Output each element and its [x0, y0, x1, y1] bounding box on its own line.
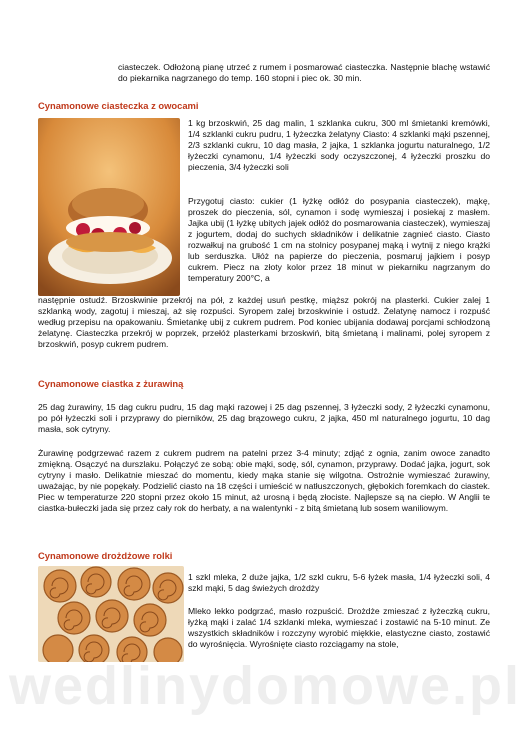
section1-ingredients: 1 kg brzoskwiń, 25 dag malin, 1 szklanka cukru, 300 ml śmietanki kremówki, 1/4 szklanki cukru pudru, 1 łyżeczka żelatyny Ciasto: 4 szklanki mąki pszennej, 2/3 szklanki cukru, 10 dag masła, 2 jajka, 1 szklanka jogurtu naturalnego, 1/2 łyżeczki cynamonu, 1/4 łyżeczki sody oczyszczonej, 4 łyżeczki proszku do pieczenia, 3/4 łyżeczki soli	[188, 118, 490, 172]
watermark-text: wedlinydomowe.pl	[8, 656, 522, 716]
section2-ingredients: 25 dag żurawiny, 15 dag cukru pudru, 15 dag mąki razowej i 25 dag pszennej, 3 łyżeczki sody, 2 łyżeczki cynamonu, po pół łyżeczki soli i przyprawy do pierników, 25 dag brązowego cukru, 2 jajka, 450 ml naturalnego jogurtu, 10 dag masła, sok cytryny.	[38, 402, 490, 434]
section1-title: Cynamonowe ciasteczka z owocami	[38, 100, 199, 111]
section3-ingredients: 1 szkl mleka, 2 duże jajka, 1/2 szkl cukru, 5-6 łyżek masła, 1/4 łyżeczki soli, 4 szkl mąki, 5 dag świeżych drożdży	[188, 572, 490, 593]
intro-paragraph: ciasteczek. Odłożoną pianę utrzeć z rumem i posmarować ciasteczka. Następnie blachę wstawić do piekarnika nagrzanego do temp. 160 stopni i piec ok. 30 min.	[118, 62, 490, 83]
section3-method: Mleko lekko podgrzać, masło rozpuścić. Drożdże zmieszać z łyżeczką cukru, łyżką mąki i zalać 1/4 szklanki mleka, wymieszać i zostawić na 5-10 minut. Ze wszystkich składników i rozczyny wyrobić miękkie, elastyczne ciasto, zostawić do wyrośnięcia. Wyrośnięte ciasto rozciągamy na stole,	[188, 606, 490, 649]
peach-cookie-photo	[38, 118, 180, 296]
section2-title: Cynamonowe ciastka z żurawiną	[38, 378, 184, 389]
section2-method: Żurawinę podgrzewać razem z cukrem pudrem na patelni przez 3-4 minuty; zdjąć z ognia, zanim owoce zanadto zmiękną. Osączyć na durszlaku. Połączyć ze sobą: obie mąki, sodę, sól, cynamon, przyprawy. Dodać jajka, jogurt, sok cytryny i masło. Delikatnie mieszać do momentu, kiedy mąka stanie się wilgotna. Ostrożnie wymieszać żurawiny, uważając, by nie popękały. Podzielić ciasto na 18 części i umieścić w natłuszczonych, głębokich foremkach do ciastek. Piec w temperaturze 220 stopni przez około 15 minut, aż urosną i będą złociste. Najlepsze są na ciepło. W Anglii te ciastka-bułeczki jada się przez cały rok do herbaty, a na walentynki - z bitą śmietaną lub sosem waniliowym.	[38, 448, 490, 513]
cinnamon-rolls-photo	[38, 566, 184, 662]
section1-method-full: następnie ostudź. Brzoskwinie przekrój na pół, z każdej usuń pestkę, miąższ pokrój na plasterki. Cukier zalej 1 szklanką wody, zagotuj i mieszaj, aż się rozpuści. Syropem zalej brzoskwinie i ostudź. Żelatynę namocz i rozpuść według przepisu na opakowaniu. Śmietankę ubij z cukrem pudrem. Pod koniec ubijania dodawaj porcjami schłodzoną żelatynę. Ciasteczka przekrój w poprzek, przełóż plasterkami brzoskwiń, bitą śmietaną i malinami, polej syropem z brzoskwiń, posyp cukrem pudrem.	[38, 295, 490, 349]
section3-title: Cynamonowe drożdżowe rolki	[38, 550, 173, 561]
section1-method-wrapped: Przygotuj ciasto: cukier (1 łyżkę odłóż do posypania ciasteczek), mąkę, proszek do pieczenia, sól, cynamon i sodę wymieszaj i posiekaj z masłem. Jajka ubij (1 łyżkę ubitych jajek odłóż do posmarowania ciasteczek), wymieszaj z jogurtem, dodaj do suchych składników i delikatnie zagnieć ciasto. Ciasto rozwałkuj na grubość 1 cm na stolnicy posypanej mąką i wytnij z niego krążki lub serduszka. Ułóż na papierze do pieczenia, posmaruj jajkiem i posyp cukrem. Piecz na złoty kolor przez 18 minut w piekarniku nagrzanym do temperatury 200°C, a	[188, 196, 490, 283]
